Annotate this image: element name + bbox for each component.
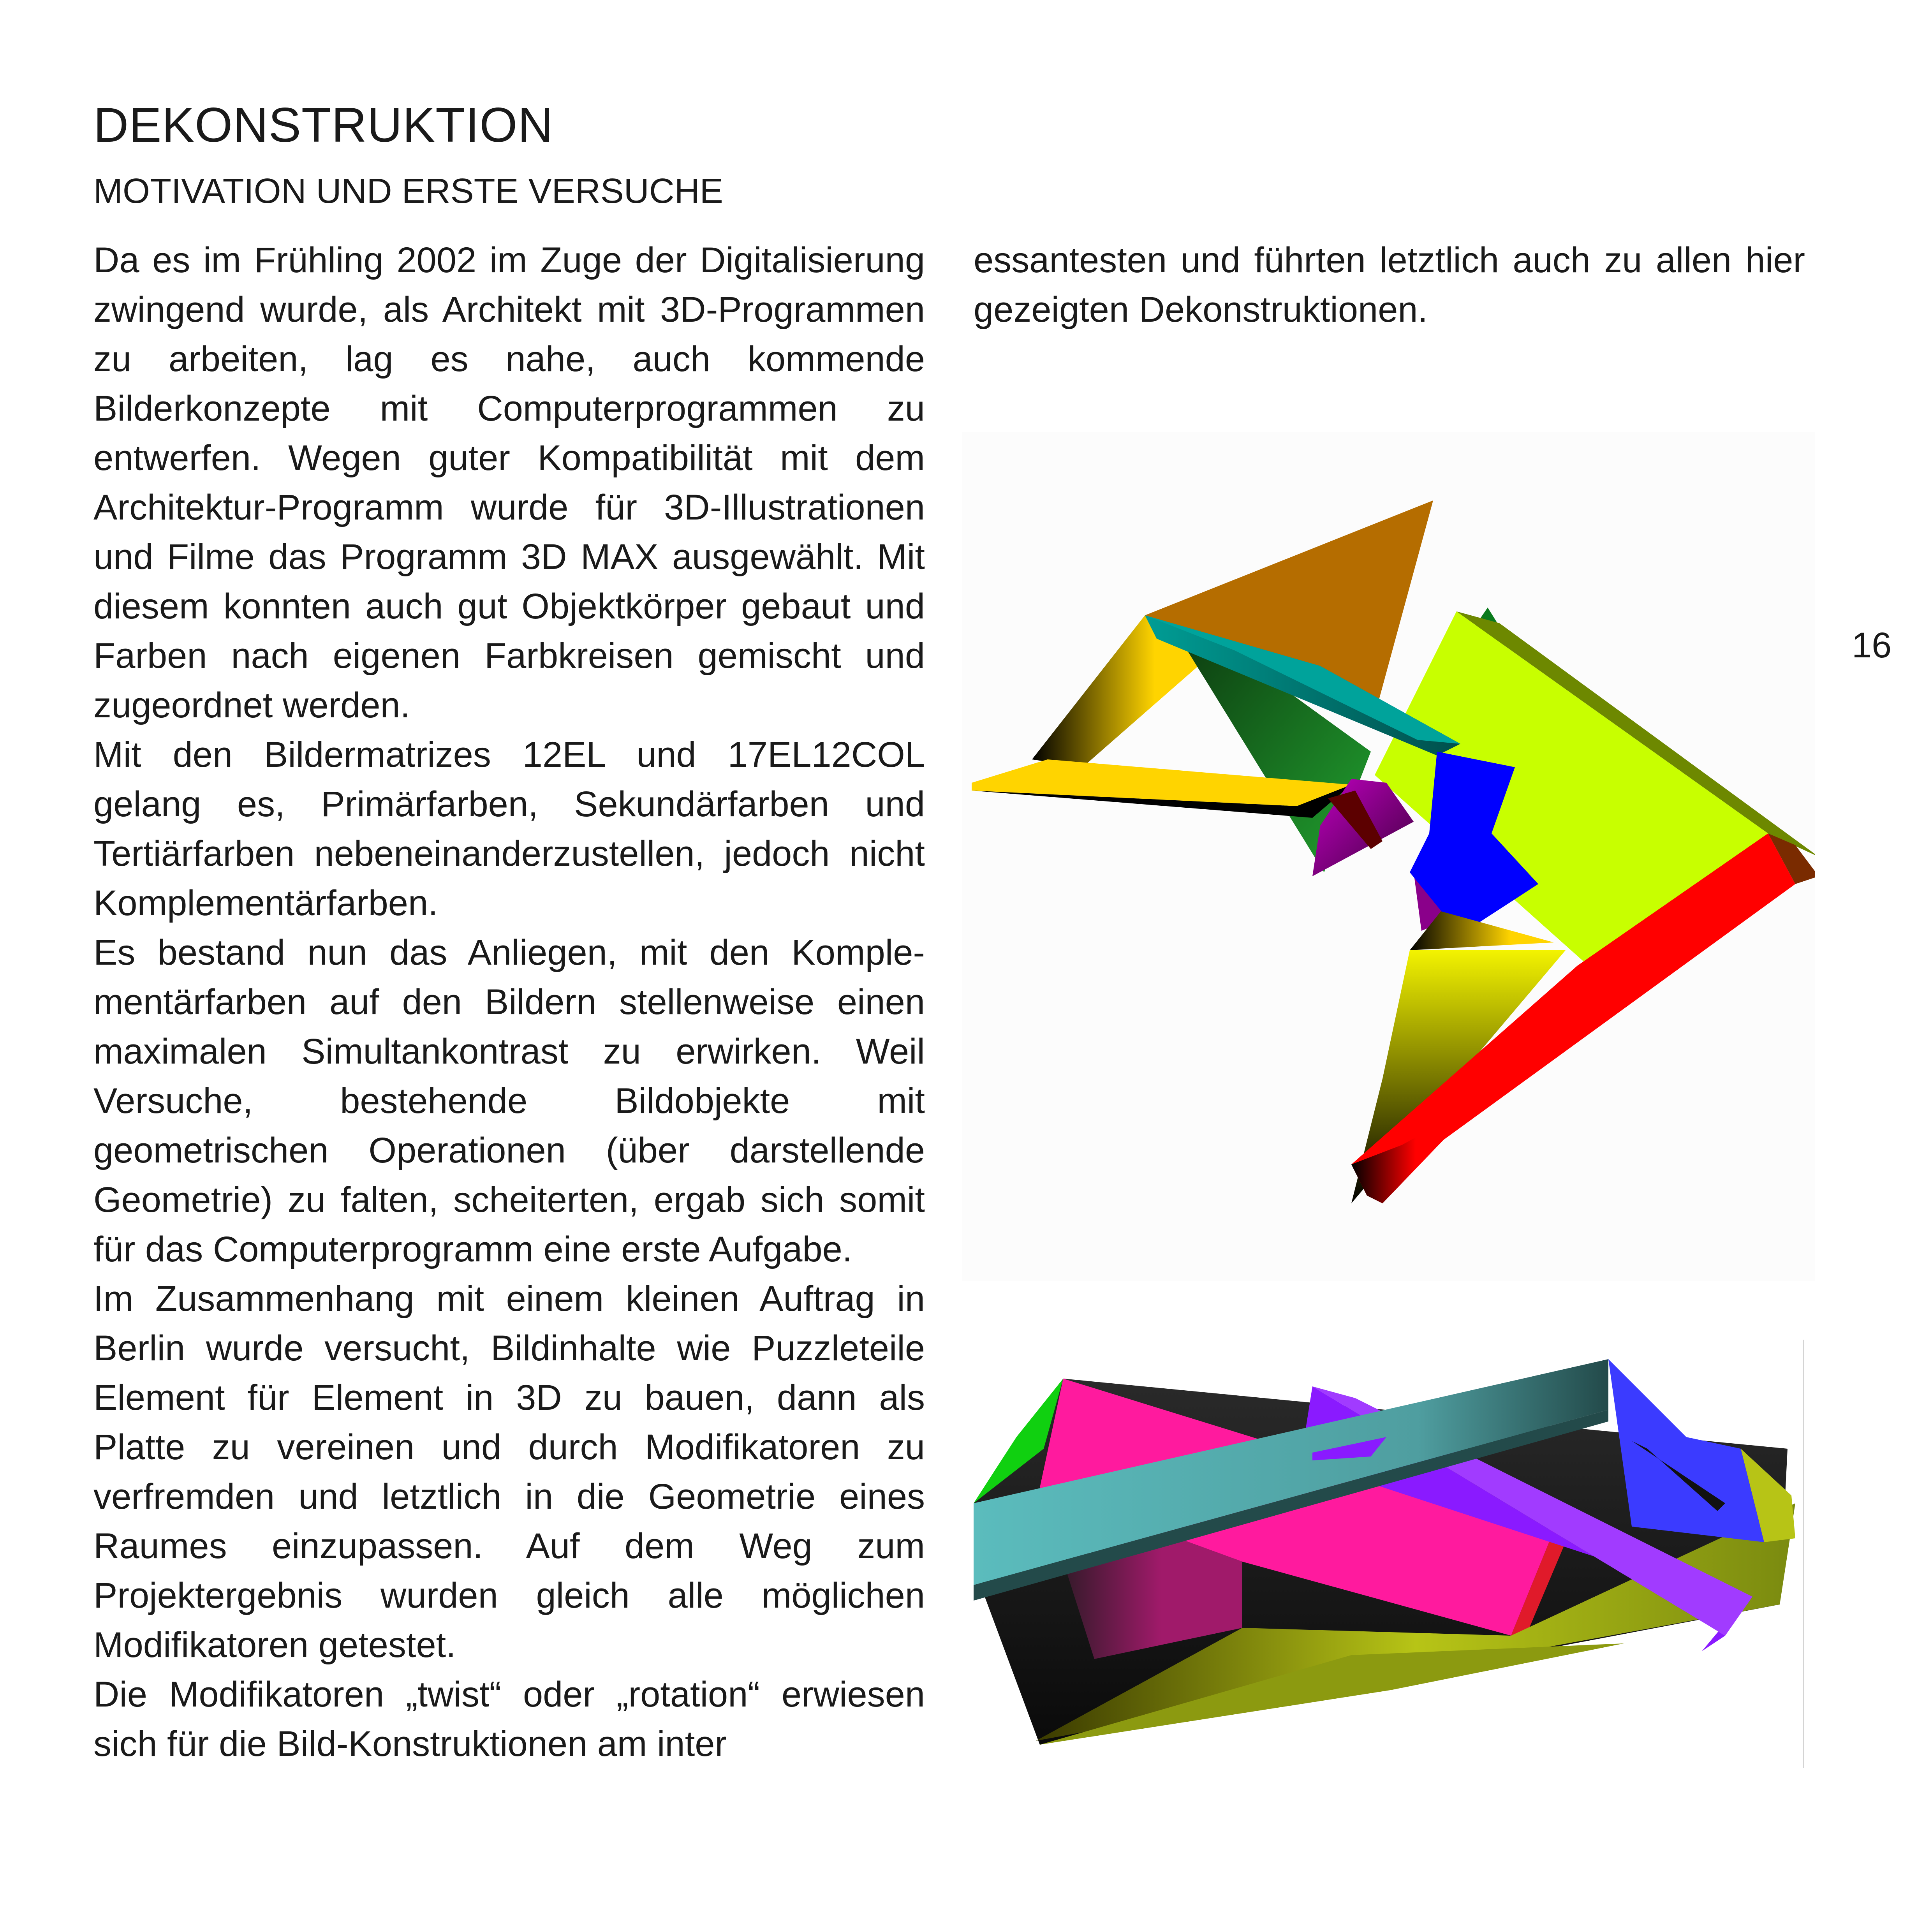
paragraph-4: Im Zusammenhang mit einem kleinen Auftrag in Berlin wurde versucht, Bildinhalte wie Puzzleteile Element für Element in 3D zu bauen, dann als Platte zu vereinen und durch Modifikatoren zu verfremden und letztlich in die Geometrie eines Raumes einzupassen. Auf dem Weg zum Projektergebnis wurden gleich alle möglichen Modifikatoren getestet. <box>93 1279 925 1665</box>
render-bottom-svg <box>962 1332 1815 1772</box>
render-top-svg <box>962 432 1815 1281</box>
page-subtitle: MOTIVATION UND ERSTE VERSUCHE <box>93 172 723 211</box>
text-column-left <box>93 236 925 1769</box>
page-title: DEKONSTRUKTION <box>93 98 553 152</box>
paragraph-continuation: essantesten und führten letztlich auch zu allen hier gezeigten Dekonstruktionen. <box>974 240 1805 329</box>
text-column-right <box>974 236 1805 335</box>
paragraph-2: Mit den Bildermatrizes 12EL und 17EL12COL gelang es, Primärfarben, Sekundärfarben und Tertiärfarben nebeneinanderzustellen, jedoch nicht Komplementärfarben. <box>93 735 925 923</box>
paragraph-5: Die Modifikatoren „twist“ oder „rotation“ erwiesen sich für die Bild-Konstruktionen am inter <box>93 1675 925 1764</box>
page-number: 16 <box>1852 625 1892 665</box>
blue-box <box>1608 1359 1764 1542</box>
deconstruction-render-bottom <box>962 1332 1815 1772</box>
divider-line <box>1803 1340 1804 1768</box>
deconstruction-render-top <box>962 432 1815 1281</box>
paragraph-3: Es bestand nun das Anliegen, mit den Komplementärfarben auf den Bildern stellenweise einen maximalen Simultankontrast zu erwirken. Weil Versuche, bestehende Bildobjekte mit geometrischen Operationen (über darstellende Geometrie) zu falten, scheiterten, ergab sich somit für das Computerprogramm eine erste Aufgabe. <box>93 933 925 1269</box>
paragraph-1: Da es im Frühling 2002 im Zuge der Digitalisierung zwingend wurde, als Architekt mit 3D-Programmen zu arbeiten, lag es nahe, auch kommende Bilderkonzepte mit Computerprogrammen zu entwerfen. Wegen guter Kompatibilität mit dem Architektur-Programm wurde für 3D-Illustrationen und Filme das Programm 3D MAX ausgewählt. Mit diesem konnten auch gut Objektkörper gebaut und Farben nach eigenen Farbkreisen gemischt und zugeordnet werden. <box>93 240 925 725</box>
